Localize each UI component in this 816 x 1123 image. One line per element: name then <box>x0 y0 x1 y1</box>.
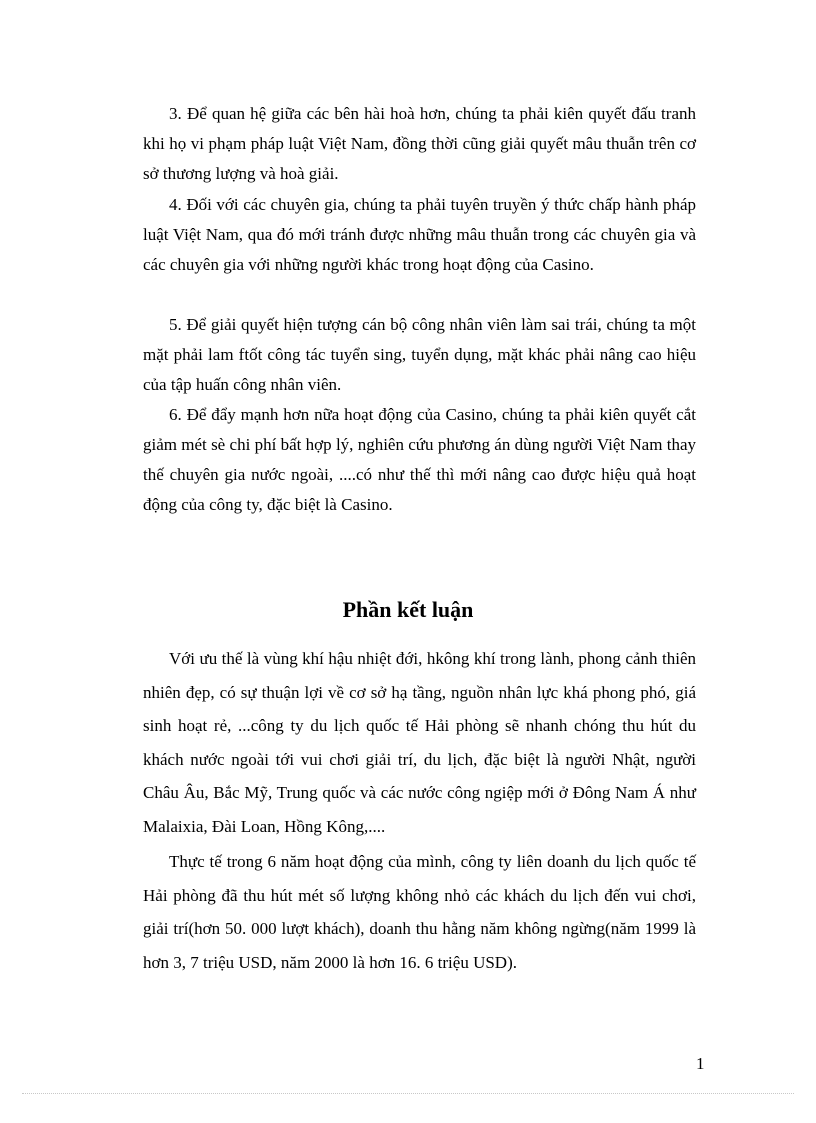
page-bottom-divider <box>22 1093 794 1094</box>
section-heading-conclusion: Phần kết luận <box>342 597 474 622</box>
page-number: 1 <box>696 1054 705 1073</box>
paragraph-item-5: 5. Để giải quyết hiện tượng cán bộ công nhân viên làm sai trái, chúng ta một mặt phải lam ftốt công tác tuyển sing, tuyển dụng, mặt khác phải nâng cao hiệu của tập huấn công nhân viên. <box>143 315 696 394</box>
paragraph-item-3: 3. Để quan hệ giữa các bên hài hoà hơn, chúng ta phải kiên quyết đấu tranh khi họ vi phạm pháp luật Việt Nam, đồng thời cũng giải quyết mâu thuẫn trên cơ sở thương lượng và hoà giải. <box>143 104 696 183</box>
conclusion-paragraph-2: Thực tế trong 6 năm hoạt động của mình, công ty liên doanh du lịch quốc tế Hải phòng đã thu hút mét số lượng không nhỏ các khách du lịch đến vui chơi, giải trí(hơn 50. 000 lượt khách), doanh thu hằng năm không ngừng(năm 1999 là hơn 3, 7 triệu USD, năm 2000 là hơn 16. 6 triệu USD). <box>143 852 696 972</box>
paragraph-item-6: 6. Để đẩy mạnh hơn nữa hoạt động của Casino, chúng ta phải kiên quyết cắt giảm mét sè chi phí bất hợp lý, nghiên cứu phương án dùng người Việt Nam thay thế chuyên gia nước ngoài, ....có như thế thì mới nâng cao được hiệu quả hoạt động của công ty, đặc biệt là Casino. <box>143 405 696 514</box>
conclusion-paragraph-1: Với ưu thế là vùng khí hậu nhiệt đới, hkông khí trong lành, phong cảnh thiên nhiên đẹp, có sự thuận lợi về cơ sở hạ tầng, nguồn nhân lực khá phong phó, giá sinh hoạt rẻ, ...công ty du lịch quốc tế Hải phòng sẽ nhanh chóng thu hút du khách nước ngoài tới vui chơi giải trí, du lịch, đặc biệt là người Nhật, người Châu Âu, Bắc Mỹ, Trung quốc và các nước công ngiệp mới ở Đông Nam Á như Malaixia, Đài Loan, Hồng Kông,.... <box>143 649 696 836</box>
paragraph-item-4: 4. Đối với các chuyên gia, chúng ta phải tuyên truyền ý thức chấp hành pháp luật Việt Nam, qua đó mới tránh được những mâu thuẫn trong các chuyên gia và các chuyên gia với những người khác trong hoạt động của Casino. <box>143 195 696 274</box>
